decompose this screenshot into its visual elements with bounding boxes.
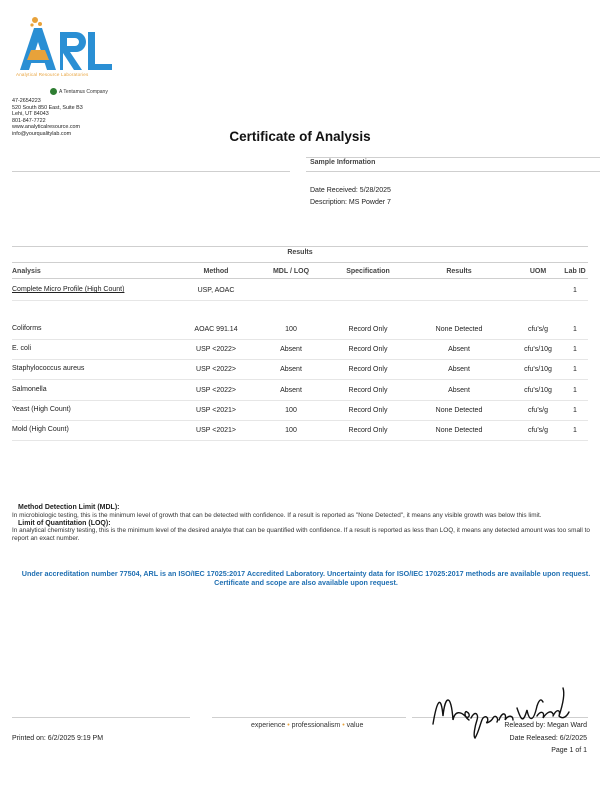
- row-uom: cfu's/g: [527, 427, 549, 434]
- footer-tagline: [251, 722, 363, 729]
- row-result: Absent: [448, 366, 470, 374]
- loq-text: In analytical chemistry testing, this is the minimum level of the desired analyte that can be quantified with confidence. If a result is reported as less than LOQ, it means any detected amount was too small to report an exact number.: [12, 527, 590, 543]
- row-spec: Record Only: [348, 346, 388, 354]
- row-rule: [12, 379, 588, 380]
- logo-tagline: Analytical Resource Laboratories: [16, 72, 89, 77]
- row-rule: [12, 440, 588, 441]
- row-lab-id: 1: [573, 326, 577, 333]
- website-link[interactable]: www.analyticalresource.com: [12, 124, 81, 131]
- col-uom: UOM: [529, 268, 547, 275]
- col-mdl-loq: MDL / LOQ: [272, 268, 310, 275]
- row-spec: Record Only: [348, 366, 388, 374]
- row-lab-id: 1: [573, 386, 577, 394]
- header-rule: [12, 278, 588, 279]
- tagline-sep-1: •: [287, 722, 290, 729]
- row-mdl: 100: [285, 427, 297, 434]
- row-method: USP <2021>: [196, 406, 236, 414]
- phone: 801-847-7722: [12, 117, 46, 124]
- row-result: None Detected: [435, 326, 483, 333]
- col-method: Method: [203, 268, 229, 275]
- row-result: Absent: [448, 346, 470, 354]
- mdl-title: Method Detection Limit (MDL):: [18, 504, 120, 511]
- row-analysis: Salmonella: [12, 385, 47, 393]
- col-analysis: Analysis: [12, 268, 41, 275]
- col-specification: Specification: [346, 268, 390, 275]
- row-uom: cfu's/10g: [524, 366, 552, 374]
- row-analysis: Staphylococcus aureus: [12, 365, 85, 373]
- row-spec: Record Only: [348, 406, 388, 414]
- tagline-professionalism: professionalism: [291, 722, 341, 729]
- row-lab-id: 1: [573, 366, 577, 374]
- row-rule: [12, 400, 588, 401]
- results-top-rule: [12, 246, 588, 247]
- document-title: Certificate of Analysis: [229, 129, 371, 144]
- row-mdl: Absent: [280, 366, 302, 374]
- address-line-1: 520 South 850 East, Suite B3: [12, 104, 83, 111]
- col-results: Results: [446, 268, 472, 275]
- row-lab-id: 1: [573, 346, 577, 354]
- row-uom: cfu's/g: [527, 406, 549, 414]
- tentamus-icon: [50, 88, 57, 95]
- row-mdl: Absent: [280, 346, 302, 354]
- row-mdl: 100: [285, 406, 297, 414]
- row-uom: cfu's/g: [527, 326, 549, 333]
- date-received: Date Received: 5/28/2025: [310, 187, 391, 194]
- row-analysis: E. coli: [12, 345, 32, 353]
- row-result: None Detected: [435, 427, 483, 434]
- accreditation-statement: Under accreditation number 77504, ARL is an ISO/IEC 17025:2017 Accredited Laboratory. Uncertainty data for ISO/IEC 17025:2017 methods are available upon request. Certificate and scope are also available upon request.: [21, 569, 591, 587]
- row-result: None Detected: [435, 406, 483, 414]
- results-mid-rule: [12, 262, 588, 263]
- profile-method: USP, AOAC: [197, 287, 235, 294]
- row-rule: [12, 359, 588, 360]
- sample-description: Description: MS Powder 7: [310, 199, 391, 206]
- profile-lab-id: 1: [573, 287, 577, 294]
- mdl-text: In microbiologic testing, this is the minimum level of growth that can be detected with confidence. If a result is reported as "None Detected", it means any visible growth was below this limit.: [12, 511, 542, 519]
- row-rule: [12, 339, 588, 340]
- row-mdl: Absent: [280, 386, 302, 394]
- left-rule: [12, 171, 290, 172]
- sample-top-rule: [306, 157, 600, 158]
- row-method: USP <2022>: [196, 346, 236, 354]
- profile-rule: [12, 300, 588, 301]
- footer-rule-left: [12, 717, 190, 718]
- tax-id: 47-2654223: [12, 98, 41, 104]
- row-method: USP <2022>: [196, 386, 236, 394]
- row-method: USP <2022>: [196, 366, 236, 374]
- row-lab-id: 1: [573, 406, 577, 414]
- loq-title: Limit of Quantitation (LOQ):: [18, 519, 111, 527]
- row-uom: cfu's/10g: [524, 346, 552, 354]
- row-mdl: 100: [285, 326, 297, 333]
- row-spec: Record Only: [348, 386, 388, 394]
- row-analysis: Coliforms: [12, 325, 42, 332]
- parent-company: [50, 88, 108, 95]
- row-method: USP <2021>: [196, 427, 236, 434]
- row-lab-id: 1: [573, 427, 577, 434]
- col-lab-id: Lab ID: [564, 268, 586, 275]
- row-uom: cfu's/10g: [524, 386, 552, 394]
- sample-info-heading: Sample Information: [310, 159, 376, 166]
- row-rule: [12, 420, 588, 421]
- printed-on: Printed on: 6/2/2025 9:19 PM: [12, 735, 104, 742]
- row-spec: Record Only: [348, 326, 388, 333]
- tagline-value: value: [346, 722, 364, 729]
- row-method: AOAC 991.14: [194, 326, 238, 333]
- row-analysis: Yeast (High Count): [12, 405, 71, 413]
- sample-bottom-rule: [306, 171, 600, 172]
- results-heading: Results: [287, 249, 313, 256]
- date-released: Date Released: 6/2/2025: [509, 735, 587, 742]
- released-by: Released by: Megan Ward: [504, 722, 587, 729]
- tagline-experience: experience: [251, 722, 286, 729]
- row-spec: Record Only: [348, 427, 388, 434]
- page-number: Page 1 of 1: [551, 747, 587, 754]
- row-analysis: Mold (High Count): [12, 426, 69, 433]
- tagline-sep-2: •: [342, 722, 345, 729]
- profile-analysis: Complete Micro Profile (High Count): [12, 286, 125, 293]
- email-link[interactable]: info@yourqualitylab.com: [12, 130, 72, 137]
- parent-company-label: A Tentamus Company: [59, 88, 108, 95]
- footer-rule-mid: [212, 717, 406, 718]
- notes-block: [12, 504, 592, 543]
- address-line-2: Lehi, UT 84043: [12, 111, 49, 118]
- row-result: Absent: [448, 386, 470, 394]
- signature-image: [425, 680, 575, 740]
